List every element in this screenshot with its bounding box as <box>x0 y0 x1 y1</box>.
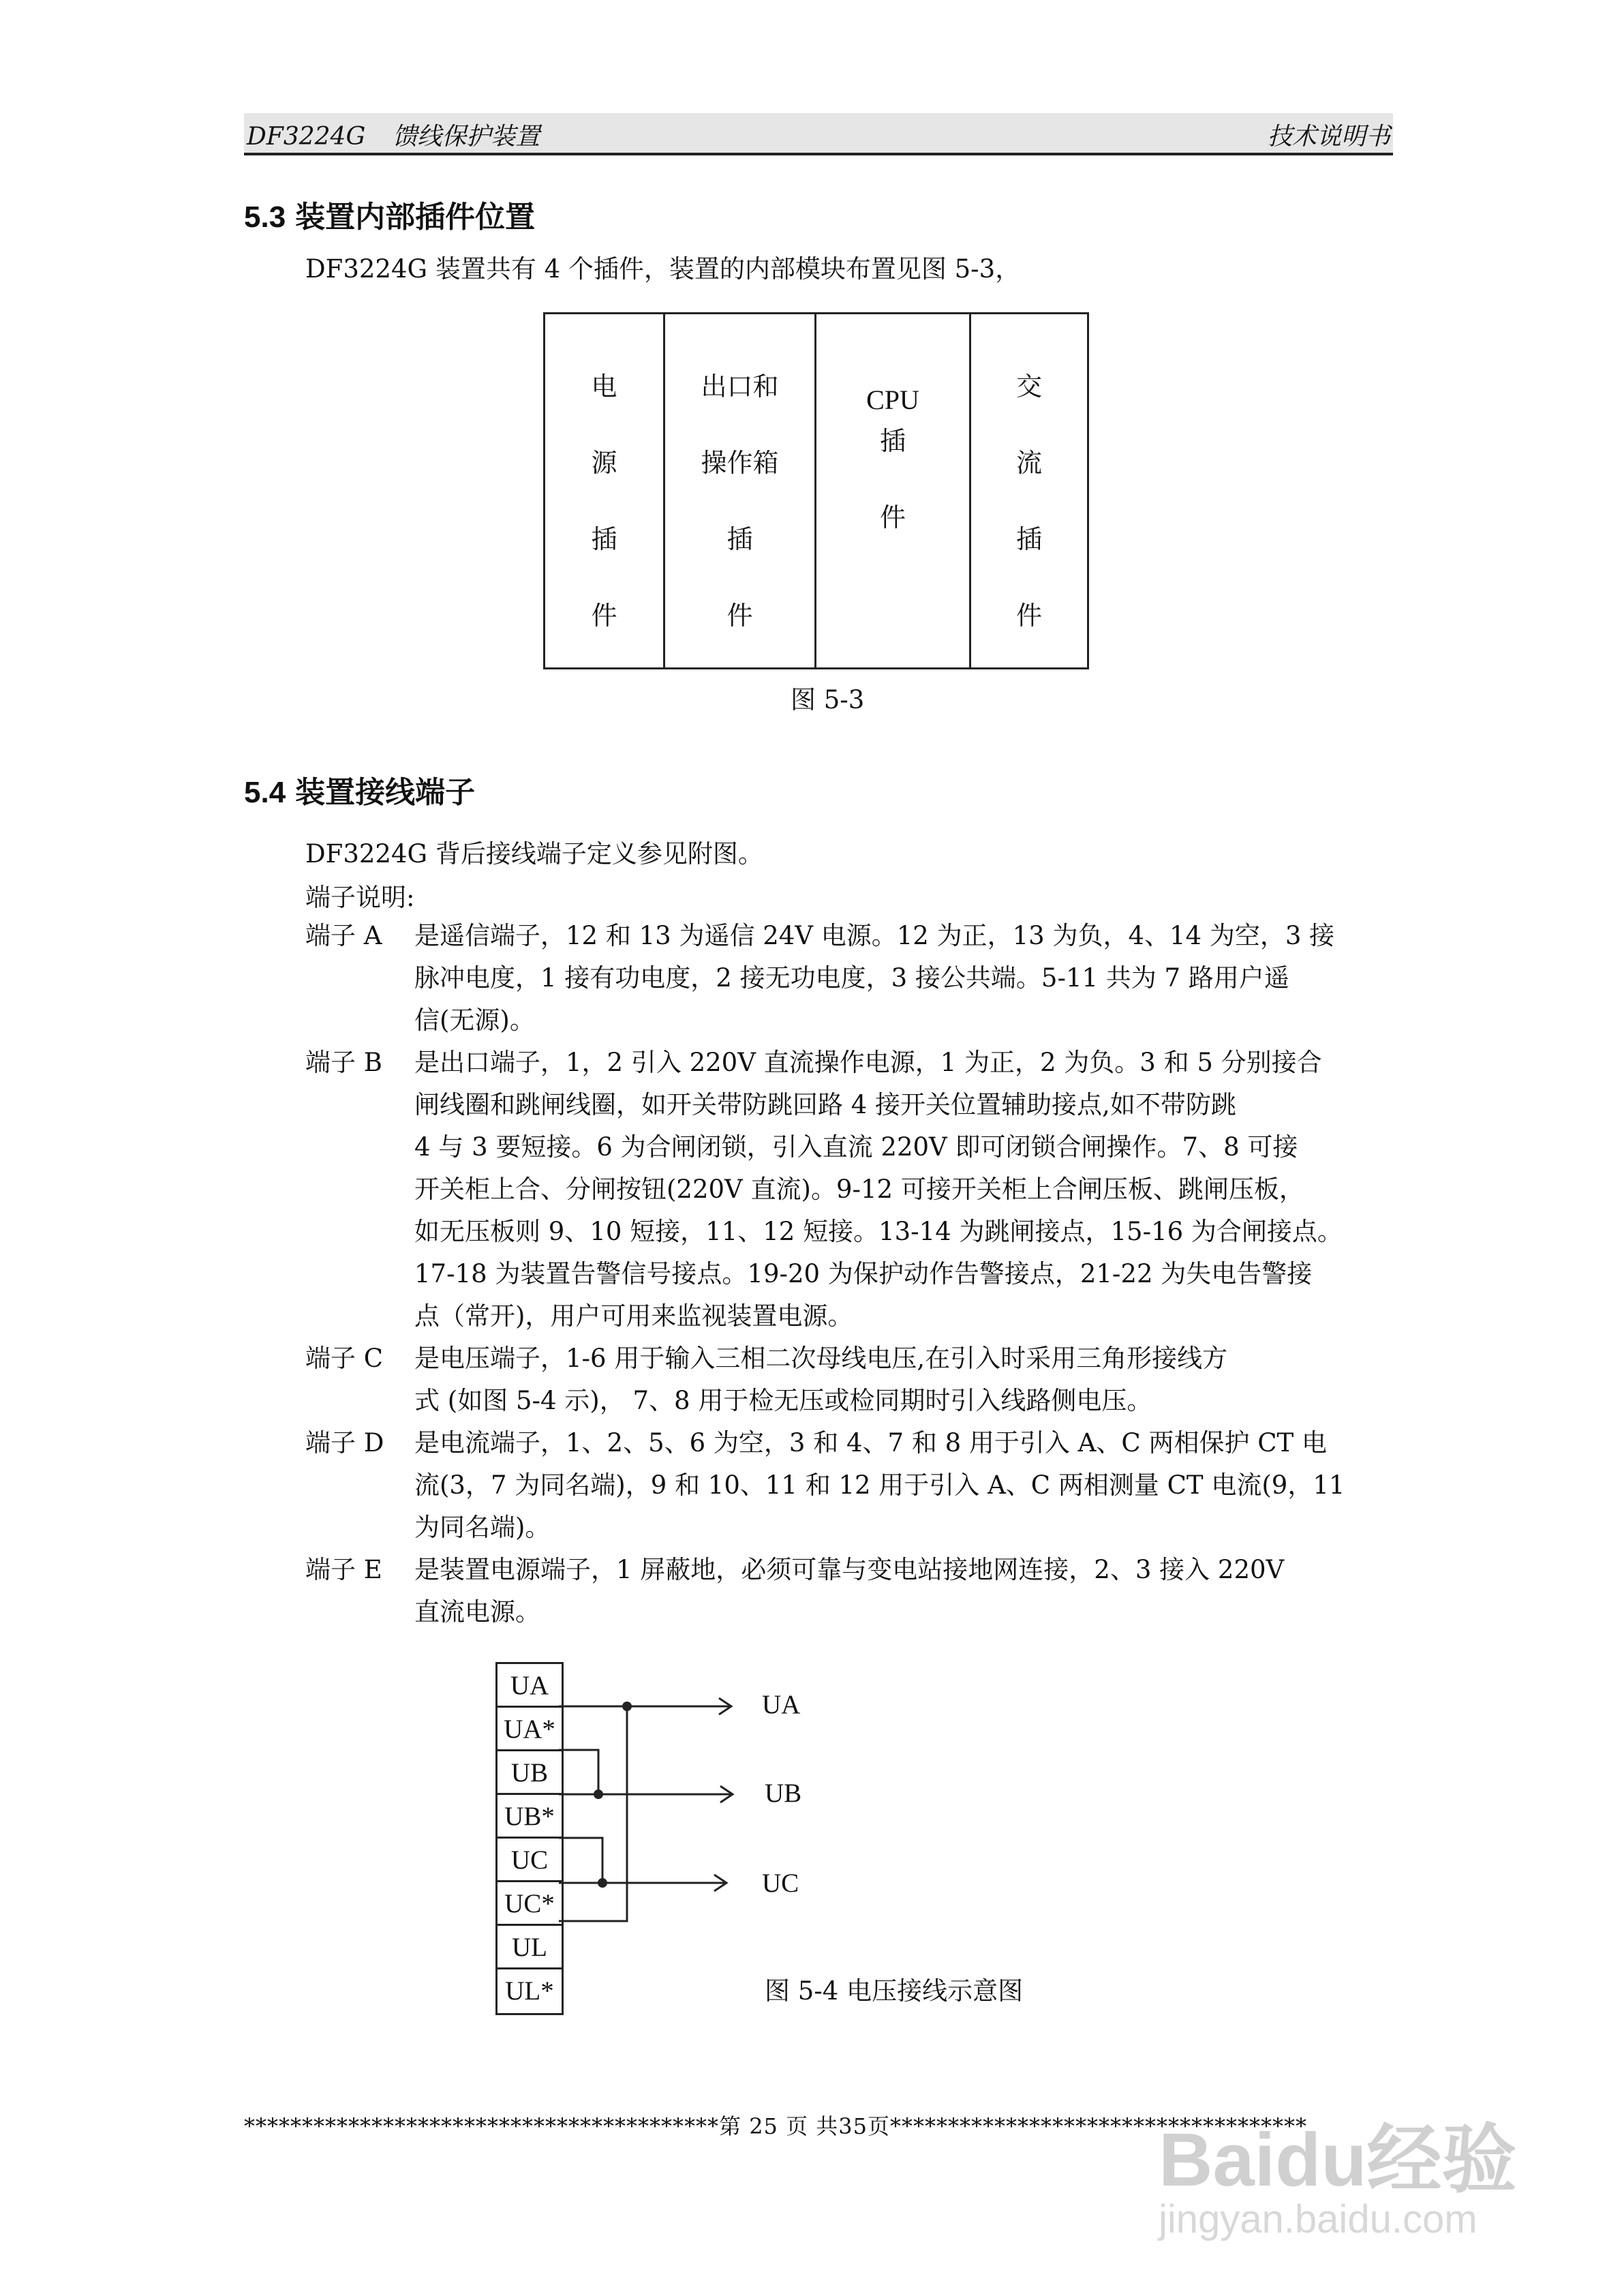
module-text: 插 <box>1015 524 1042 554</box>
ub-star-link <box>559 1838 602 1883</box>
header-doc-type: 技术说明书 <box>1267 123 1390 151</box>
terminal-d-description <box>305 1422 1396 1549</box>
terminal-e-description <box>305 1549 1396 1633</box>
footer-page-prefix: 第 <box>719 2113 742 2139</box>
module-text: 插 <box>879 426 906 456</box>
terminal-cell: UB <box>498 1751 562 1795</box>
terminal-line: 是遥信端子，12 和 13 为遥信 24V 电源。12 为正，13 为负，4、14 为空，3 接 <box>414 921 1335 950</box>
terminal-line: 直流电源。 <box>414 1597 540 1627</box>
header-product: 馈线保护装置 <box>393 123 540 151</box>
terminal-cell: UA <box>498 1664 562 1708</box>
terminal-cell: UA* <box>498 1708 562 1751</box>
terminal-label: 端子 B <box>305 1048 382 1077</box>
output-label-ub: UB <box>765 1779 802 1808</box>
module-ac <box>971 314 1087 667</box>
section-number: 5.3 <box>244 200 286 234</box>
voltage-terminal-block <box>495 1662 564 2015</box>
terminal-notes-heading: 端子说明: <box>305 883 415 912</box>
module-output <box>665 314 816 667</box>
section-5-4-intro: DF3224G 背后接线端子定义参见附图。 <box>305 839 763 868</box>
uc-star-link <box>559 1706 627 1921</box>
module-cpu <box>816 314 971 667</box>
terminal-line: 式 (如图 5-4 示)， 7、8 用于检无压或检同期时引入线路侧电压。 <box>414 1386 1152 1415</box>
terminal-cell: UB* <box>498 1795 562 1839</box>
terminal-line: 如无压板则 9、10 短接，11、12 短接。13-14 为跳闸接点，15-16 为合闸接点。 <box>414 1217 1343 1246</box>
uc-junction-dot <box>598 1878 607 1888</box>
footer-page-number: 25 <box>749 2113 778 2139</box>
module-power <box>545 314 665 667</box>
terminal-line: 闸线圈和跳闸线圈，如开关带防跳回路 4 接开关位置辅助接点,如不带防跳 <box>414 1090 1236 1119</box>
terminal-c-description <box>305 1338 1396 1422</box>
module-text: 插 <box>591 524 617 554</box>
section-5-3-title <box>244 192 535 236</box>
module-text: 操作箱 <box>701 448 779 478</box>
terminal-line: 是电流端子，1、2、5、6 为空，3 和 4、7 和 8 用于引入 A、C 两相保护 CT 电 <box>414 1428 1327 1457</box>
module-text: 交 <box>1015 372 1042 402</box>
header-doc-code: DF3224G <box>247 123 366 151</box>
module-text: 电 <box>591 372 617 402</box>
module-text: 出口和 <box>701 372 779 402</box>
footer-page-suffix: 页 <box>867 2113 890 2139</box>
terminal-line: 是出口端子，1，2 引入 220V 直流操作电源，1 为正，2 为负。3 和 5 分别接合 <box>414 1048 1322 1077</box>
terminal-b-description <box>305 1042 1396 1338</box>
terminal-label: 端子 E <box>305 1555 382 1584</box>
footer-stars-left: ***************************************** <box>244 2113 719 2139</box>
terminal-cell: UC* <box>498 1882 562 1926</box>
terminal-cell: UL <box>498 1926 562 1969</box>
terminal-label: 端子 A <box>305 921 382 950</box>
ub-junction-dot <box>594 1789 603 1799</box>
terminal-cell: UL* <box>505 1976 554 2006</box>
module-text: 件 <box>726 601 753 631</box>
baidu-watermark: Baidu经验 <box>1159 2118 1517 2202</box>
watermark-url: jingyan.baidu.com <box>1159 2197 1478 2241</box>
terminal-line: 4 与 3 要短接。6 为合闸闭锁，引入直流 220V 即可闭锁合闸操作。7、8 可接 <box>414 1132 1298 1162</box>
module-text: CPU <box>866 384 919 415</box>
terminal-line: 开关柜上合、分闸按钮(220V 直流)。9-12 可接开关柜上合闸压板、跳闸压板， <box>414 1175 1304 1204</box>
footer-stars-right: ************************************ <box>890 2113 1307 2139</box>
figure-5-3-caption: 图 5-3 <box>791 685 865 714</box>
terminal-line: 脉冲电度，1 接有功电度，2 接无功电度，3 接公共端。5-11 共为 7 路用户遥 <box>414 963 1289 993</box>
terminal-line: 17-18 为装置告警信号接点。19-20 为保护动作告警接点，21-22 为失电告警接 <box>414 1259 1313 1288</box>
terminal-label: 端子 D <box>305 1428 384 1457</box>
module-text: 流 <box>1015 448 1042 478</box>
ua-star-link <box>559 1750 598 1794</box>
section-heading: 装置内部插件位置 <box>295 200 536 235</box>
terminal-line: 流(3，7 为同名端)，9 和 10、11 和 12 用于引入 A、C 两相测量 CT 电流(9，11 <box>414 1470 1345 1500</box>
terminal-line: 是装置电源端子，1 屏蔽地，必须可靠与变电站接地网连接，2、3 接入 220V <box>414 1555 1285 1584</box>
module-layout-figure <box>543 312 1089 669</box>
voltage-wiring-diagram <box>559 1657 750 1943</box>
module-text: 源 <box>591 448 617 478</box>
ua-junction-dot <box>622 1702 632 1711</box>
terminal-line: 点（常开)，用户可用来监视装置电源。 <box>414 1301 853 1331</box>
section-5-4-title <box>244 768 475 811</box>
module-text: 插 <box>726 524 753 554</box>
section-5-3-intro: DF3224G 装置共有 4 个插件，装置的内部模块布置见图 5-3， <box>305 254 1021 284</box>
output-label-ua: UA <box>762 1690 801 1719</box>
section-number: 5.4 <box>244 776 286 809</box>
module-text: 件 <box>1015 601 1042 631</box>
figure-5-4-caption: 图 5-4 电压接线示意图 <box>765 1976 1024 2006</box>
terminal-a-description <box>305 915 1396 1042</box>
output-label-uc: UC <box>762 1869 799 1898</box>
terminal-line: 信(无源)。 <box>414 1006 535 1035</box>
footer-page-total: 35 <box>838 2113 868 2139</box>
module-text: 件 <box>879 502 906 532</box>
module-text: 件 <box>591 601 617 631</box>
terminal-cell: UC <box>498 1839 562 1882</box>
footer-page-mid: 页 共 <box>786 2113 839 2139</box>
page-header <box>244 113 1393 155</box>
terminal-line: 为同名端)。 <box>414 1513 551 1542</box>
terminal-label: 端子 C <box>305 1344 384 1373</box>
terminal-line: 是电压端子，1-6 用于输入三相二次母线电压,在引入时采用三角形接线方 <box>414 1344 1228 1373</box>
section-heading: 装置接线端子 <box>295 775 476 810</box>
